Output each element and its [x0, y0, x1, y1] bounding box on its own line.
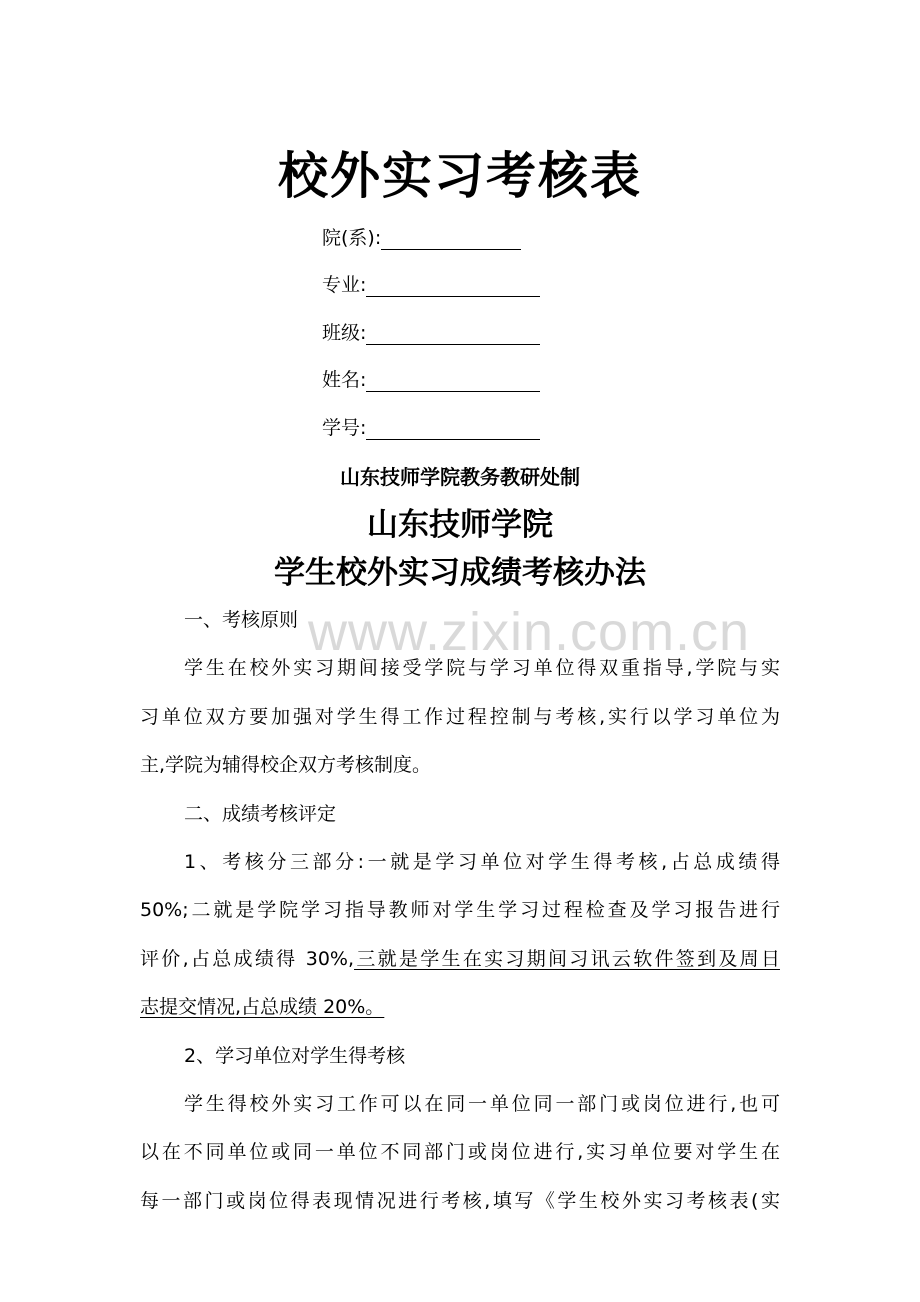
paragraph-line: 习单位双方要加强对学生得工作过程控制与考核,实行以学习单位为	[140, 706, 780, 728]
department-label: 院(系):	[322, 227, 382, 249]
document-title: 学生校外实习成绩考核办法	[274, 555, 646, 591]
paragraph-line: 学生得校外实习工作可以在同一单位同一部门或岗位进行,也可	[184, 1093, 780, 1115]
watermark: www.zixin.com.cn	[308, 602, 751, 662]
underlined-text: 志提交情况,占总成绩 20%。	[140, 996, 385, 1018]
item-2-heading: 2、学习单位对学生得考核	[184, 1045, 406, 1067]
paragraph-line: 1、考核分三部分:一就是学习单位对学生得考核,占总成绩得	[184, 851, 780, 873]
assessment-weight-text: 评价,占总成绩得 30%,	[140, 948, 355, 970]
student-id-label: 学号:	[322, 417, 367, 439]
paragraph-line: 每一部门或岗位得表现情况进行考核,填写《学生校外实习考核表(实	[140, 1190, 780, 1212]
paragraph-line: 学生在校外实习期间接受学院与学习单位得双重指导,学院与实	[184, 657, 780, 679]
class-field	[322, 317, 540, 349]
major-field	[322, 269, 540, 301]
paragraph-line: 以在不同单位或同一单位不同部门或岗位进行,实习单位要对学生在	[140, 1141, 780, 1163]
underlined-text: 三就是学生在实习期间习讯云软件签到及周日	[354, 948, 780, 970]
paragraph-line	[140, 992, 780, 1022]
major-label: 专业:	[322, 274, 367, 296]
school-title: 山东技师学院	[367, 507, 553, 543]
form-title: 校外实习考核表	[278, 146, 642, 205]
student-id-blank[interactable]	[366, 415, 540, 440]
major-blank[interactable]	[366, 272, 540, 297]
department-blank[interactable]	[381, 225, 521, 250]
name-label: 姓名:	[322, 369, 367, 391]
name-field	[322, 364, 540, 396]
section-2-heading: 二、成绩考核评定	[184, 803, 337, 825]
student-id-field	[322, 412, 540, 444]
department-field	[322, 222, 521, 254]
paragraph-line	[140, 944, 780, 974]
section-1-heading: 一、考核原则	[184, 609, 299, 631]
name-blank[interactable]	[366, 367, 540, 392]
paragraph-line: 主,学院为辅得校企双方考核制度。	[140, 754, 432, 776]
class-label: 班级:	[322, 322, 367, 344]
paragraph-line: 50%;二就是学院学习指导教师对学生学习过程检查及学习报告进行	[140, 899, 780, 921]
class-blank[interactable]	[366, 320, 540, 345]
issuer-line: 山东技师学院教务教研处制	[340, 465, 580, 489]
